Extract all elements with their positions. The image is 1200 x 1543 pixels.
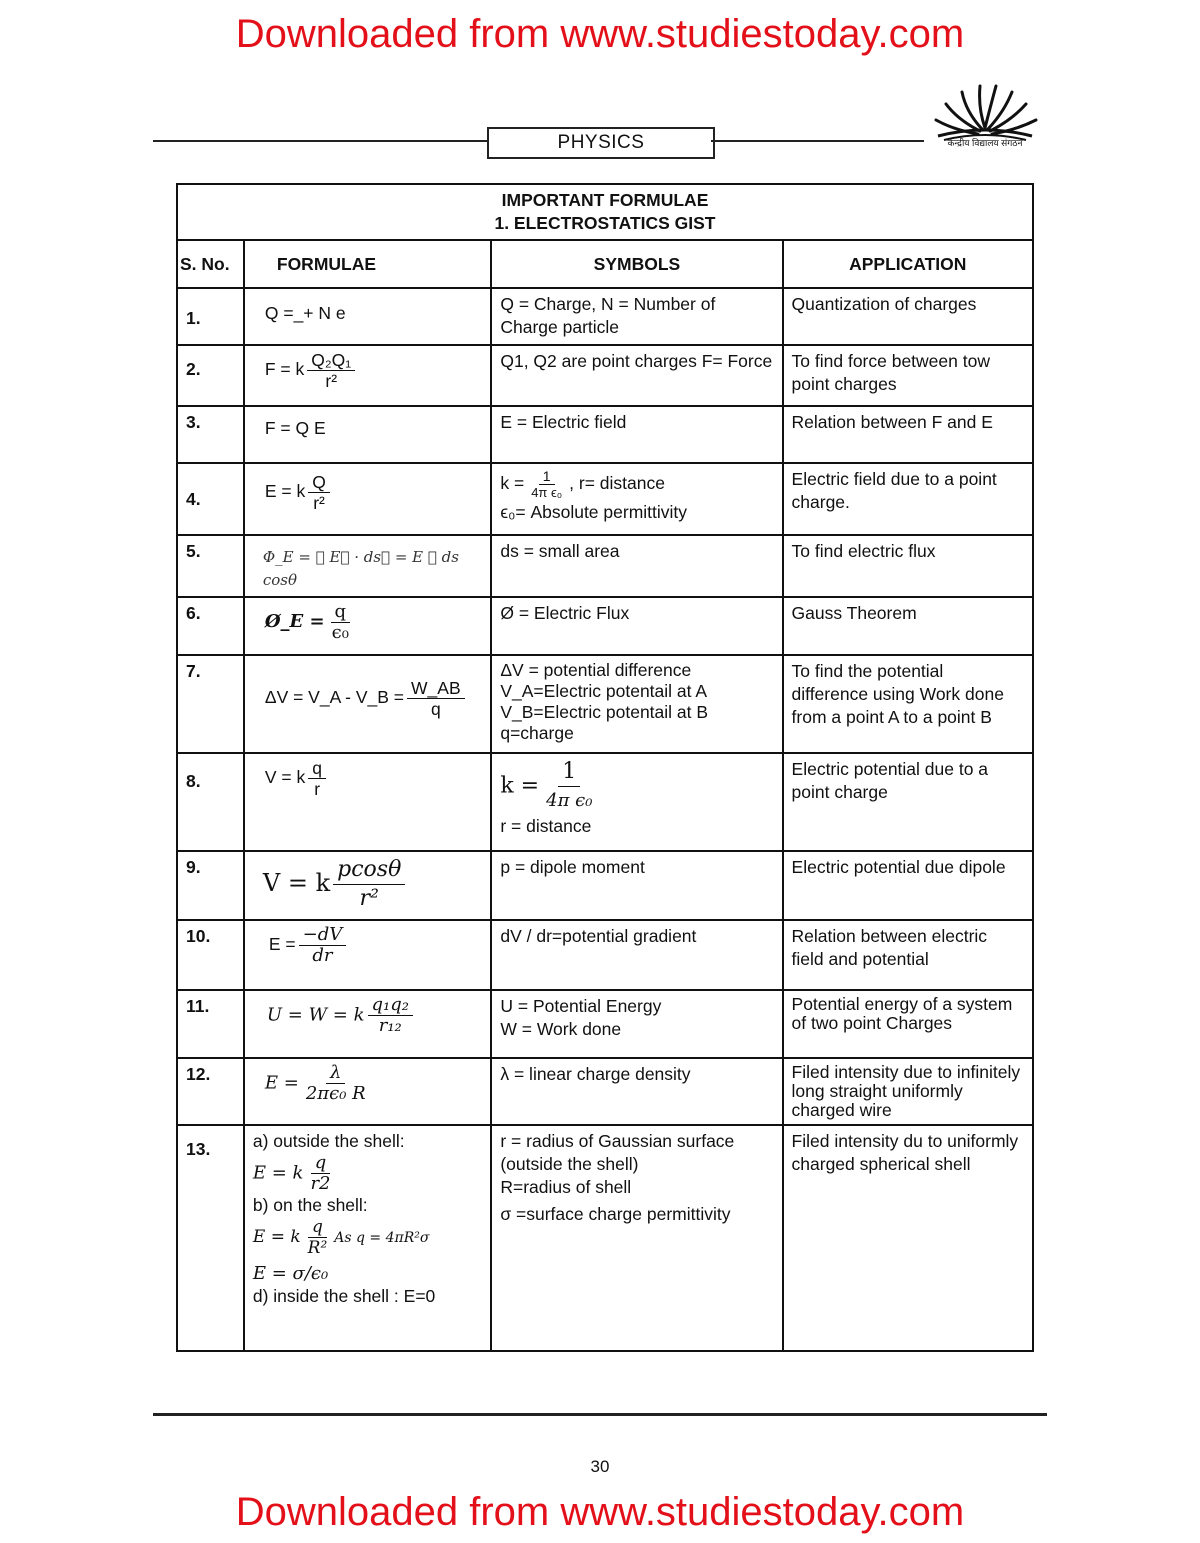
row-symbols: r = radius of Gaussian surface (outside the shell) R=radius of shell σ =surface charge permittivity bbox=[491, 1125, 782, 1351]
header-sno: S. No. bbox=[177, 240, 244, 288]
table-header-row bbox=[177, 240, 1033, 288]
row-sno: 10. bbox=[177, 920, 244, 990]
row-application: Filed intensity du to uniformly charged spherical shell bbox=[783, 1125, 1033, 1351]
page-number: 30 bbox=[590, 1457, 610, 1476]
row-sno: 8. bbox=[177, 753, 244, 851]
row-formula: F = Q E bbox=[244, 406, 491, 463]
formulae-table bbox=[176, 183, 1034, 1352]
row-symbols: Q = Charge, N = Number of Charge particle bbox=[491, 288, 782, 345]
row-formula: V = k $\frac{pcos\theta}{\text{r²}}$ bbox=[244, 851, 491, 920]
row-symbols: ds = small area bbox=[491, 535, 782, 597]
row-symbols: Q1, Q2 are point charges F= Force bbox=[491, 345, 782, 406]
row-sno: 9. bbox=[177, 851, 244, 920]
row-sno: 4. bbox=[177, 463, 244, 535]
sun-rays-book-logo-icon bbox=[918, 78, 1052, 164]
row-application: Filed intensity due to infinitely long straight uniformly charged wire bbox=[783, 1058, 1033, 1125]
row-sno: 7. bbox=[177, 655, 244, 753]
row-application: Relation between electric field and potential bbox=[783, 920, 1033, 990]
row-application: To find force between tow point charges bbox=[783, 345, 1033, 406]
logo-caption: केन्द्रीय विद्यालय संगठन bbox=[947, 138, 1023, 148]
table-row bbox=[177, 345, 1033, 406]
row-application: Electric potential due to a point charge bbox=[783, 753, 1033, 851]
row-formula: F = k $\frac{\text{Q₂Q₁}}{\text{r²}}$ bbox=[244, 345, 491, 406]
watermark-top: Downloaded from www.studiestoday.com bbox=[235, 12, 965, 56]
table-row bbox=[177, 406, 1033, 463]
table-row bbox=[177, 1125, 1033, 1351]
table-row bbox=[177, 920, 1033, 990]
header-rule-right bbox=[711, 140, 924, 142]
header-application: APPLICATION bbox=[783, 240, 1033, 288]
header-formulae: FORMULAE bbox=[244, 240, 491, 288]
header-symbols: SYMBOLS bbox=[491, 240, 782, 288]
row-symbols: k = $\frac{1}{\text{4π ϵ₀}}$ , r= distance ϵ₀= Absolute permittivity bbox=[491, 463, 782, 535]
row-symbols: Ø = Electric Flux bbox=[491, 597, 782, 655]
row-sno: 6. bbox=[177, 597, 244, 655]
row-symbols: E = Electric field bbox=[491, 406, 782, 463]
table-row bbox=[177, 655, 1033, 753]
row-formula: V = k $\frac{q}{r}$ bbox=[244, 753, 491, 851]
row-formula: E = $\frac{\lambda}{\text{2πϵ₀ R}}$ bbox=[244, 1058, 491, 1125]
row-application: Quantization of charges bbox=[783, 288, 1033, 345]
table-row bbox=[177, 535, 1033, 597]
table-title-line1: IMPORTANT FORMULAE bbox=[501, 190, 709, 210]
table-row bbox=[177, 597, 1033, 655]
row-formula: Ø_E = $\frac{q}{\text{ϵ₀}}$ bbox=[244, 597, 491, 655]
row-application: Electric field due to a point charge. bbox=[783, 463, 1033, 535]
row-symbols: ΔV = potential difference V_A=Electric potentail at A V_B=Electric potentail at B q=charge bbox=[491, 655, 782, 753]
row-sno: 13. bbox=[177, 1125, 244, 1351]
row-symbols: p = dipole moment bbox=[491, 851, 782, 920]
row-sno: 5. bbox=[177, 535, 244, 597]
row-formula: a) outside the shell: E = k $\frac{q}{r2}$ b) on the shell: E = k $\frac{q}{\text{R²}}$ As q = 4πR²σ E = σ/ϵ₀ d) inside the shell : E=0 bbox=[244, 1125, 491, 1351]
row-application: Gauss Theorem bbox=[783, 597, 1033, 655]
row-application: To find electric flux bbox=[783, 535, 1033, 597]
table-row bbox=[177, 463, 1033, 535]
table-title bbox=[177, 184, 1033, 240]
table-row bbox=[177, 1058, 1033, 1125]
row-formula: Q =_+ N e bbox=[244, 288, 491, 345]
table-title-line2: 1. ELECTROSTATICS GIST bbox=[494, 213, 716, 233]
subject-label: PHYSICS bbox=[487, 127, 715, 159]
row-symbols: dV / dr=potential gradient bbox=[491, 920, 782, 990]
header-rule-left bbox=[153, 140, 487, 142]
table-title-row bbox=[177, 184, 1033, 240]
row-application: To find the potential difference using Work done from a point A to a point B bbox=[783, 655, 1033, 753]
row-application: Potential energy of a system of two point Charges bbox=[783, 990, 1033, 1058]
row-symbols: U = Potential Energy W = Work done bbox=[491, 990, 782, 1058]
table-row bbox=[177, 288, 1033, 345]
row-formula: E = k $\frac{Q}{\text{r²}}$ bbox=[244, 463, 491, 535]
table-row bbox=[177, 753, 1033, 851]
row-formula: Φ_E = ∮ E⃗ · ds⃗ = E ∮ ds cosθ bbox=[244, 535, 491, 597]
row-sno: 12. bbox=[177, 1058, 244, 1125]
row-application: Electric potential due dipole bbox=[783, 851, 1033, 920]
row-symbols: k = $\frac{1}{\text{4π ϵ₀}}$ r = distance bbox=[491, 753, 782, 851]
row-sno: 11. bbox=[177, 990, 244, 1058]
row-formula: E = $\frac{-dV}{dr}$ bbox=[244, 920, 491, 990]
row-sno: 3. bbox=[177, 406, 244, 463]
table-row bbox=[177, 990, 1033, 1058]
footer-rule bbox=[153, 1413, 1047, 1416]
row-application: Relation between F and E bbox=[783, 406, 1033, 463]
row-sno: 1. bbox=[177, 288, 244, 345]
table-row bbox=[177, 851, 1033, 920]
watermark-bottom: Downloaded from www.studiestoday.com bbox=[235, 1490, 965, 1534]
row-sno: 2. bbox=[177, 345, 244, 406]
row-formula: U = W = k $\frac{\text{q₁q₂}}{\text{r₁₂}}$ bbox=[244, 990, 491, 1058]
row-formula: ΔV = V_A - V_B = $\frac{W\_AB}{q}$ bbox=[244, 655, 491, 753]
row-symbols: λ = linear charge density bbox=[491, 1058, 782, 1125]
